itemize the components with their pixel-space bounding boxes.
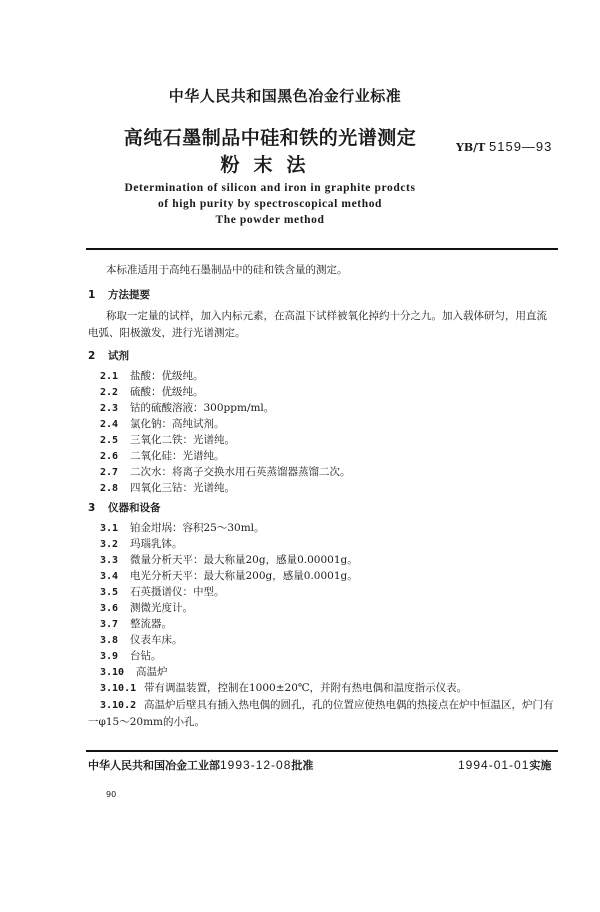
item-text: 整流器。 [130, 618, 172, 630]
item-text: 电光分析天平：最大称量200g，感量0.0001g。 [130, 570, 358, 582]
document-title-en-line-3: The powder method [215, 214, 325, 226]
document-title-en-line-1: Determination of silicon and iron in graphite prodcts [124, 182, 416, 194]
section-title: 方法提要 [108, 289, 150, 301]
list-item [100, 448, 225, 463]
approval-line [88, 757, 313, 773]
item-text: 四氧化三钴：光谱纯。 [130, 482, 235, 494]
item-number: 3.2 [100, 539, 119, 550]
item-number: 2.1 [100, 371, 119, 382]
standard-code-prefix: YB/T [456, 141, 486, 154]
item-number: 2.5 [100, 435, 119, 446]
item-text: 玛瑙乳钵。 [130, 538, 183, 550]
header-divider [86, 248, 558, 250]
effective-line [458, 757, 551, 773]
item-number: 3.5 [100, 587, 119, 598]
item-number: 2.3 [100, 403, 119, 414]
item-number: 3.8 [100, 635, 119, 646]
item-text: 高温炉 [136, 666, 168, 678]
item-number: 3.10.2 [100, 700, 137, 711]
item-text: 硫酸：优级纯。 [130, 386, 204, 398]
item-number: 3.6 [100, 603, 119, 614]
item-number: 2.2 [100, 387, 119, 398]
item-number: 3.10 [100, 667, 125, 678]
list-item [100, 416, 225, 431]
item-number: 2.8 [100, 483, 119, 494]
item-text: 仪表车床。 [130, 634, 183, 646]
approval-label: 批准 [291, 759, 314, 772]
section-number: 1 [88, 289, 96, 301]
item-number: 3.4 [100, 571, 119, 582]
footer-divider [86, 750, 558, 752]
section-1-paragraph-line-2: 电弧、阳极激发，进行光谱测定。 [88, 327, 246, 339]
standard-code [456, 139, 552, 154]
item-text: 带有调温装置，控制在1000±20℃，并附有热电偶和温度指示仪表。 [144, 682, 468, 694]
item-text: 二次水：将离子交换水用石英蒸馏器蒸馏二次。 [130, 466, 351, 478]
standard-code-number: 5159—93 [489, 139, 553, 154]
section-3-heading [88, 500, 161, 515]
item-text: 三氧化二铁：光谱纯。 [130, 434, 235, 446]
section-title: 试剂 [108, 350, 129, 362]
list-item [100, 568, 358, 583]
item-number: 3.9 [100, 651, 119, 662]
list-item [100, 664, 168, 679]
item-text: 二氧化硅：光谱纯。 [130, 450, 225, 462]
effective-date: 1994-01-01 [458, 758, 530, 772]
item-text: 氯化钠：高纯试剂。 [130, 418, 225, 430]
item-number: 3.10.1 [100, 683, 137, 694]
document-title-en-line-2: of high purity by spectroscopical method [157, 198, 383, 210]
section-number: 2 [88, 350, 96, 362]
list-item [100, 600, 193, 615]
section-1-paragraph-line-1: 称取一定量的试样，加入内标元素，在高温下试样被氧化掉约十分之九。加入载体研匀，用直流 [106, 310, 547, 322]
list-item [100, 368, 204, 383]
item-number: 2.7 [100, 467, 119, 478]
page-number: 90 [106, 790, 117, 799]
list-item [100, 584, 225, 599]
item-number: 3.7 [100, 619, 119, 630]
section-title: 仪器和设备 [108, 502, 161, 514]
list-item [100, 648, 162, 663]
list-item [100, 400, 274, 415]
item-number: 3.3 [100, 555, 119, 566]
item-text: 台钻。 [130, 650, 162, 662]
section-2-heading [88, 348, 129, 363]
item-text: 测微光度计。 [130, 602, 193, 614]
item-text: 钴的硫酸溶液：300ppm/ml。 [130, 402, 275, 414]
list-item [100, 464, 351, 479]
list-item [100, 536, 183, 551]
item-text: 盐酸：优级纯。 [130, 370, 204, 382]
document-title-cn: 高纯石墨制品中硅和铁的光谱测定 [123, 127, 417, 149]
item-text: 铂金坩埚：容积25～30ml。 [130, 522, 265, 534]
list-item [100, 480, 235, 495]
item-continuation: 一φ15～20mm的小孔。 [88, 716, 205, 728]
section-number: 3 [88, 502, 96, 514]
section-1-heading [88, 287, 150, 302]
list-item [100, 552, 358, 567]
item-text: 高温炉后壁具有插入热电偶的圆孔，孔的位置应使热电偶的热接点在炉中恒温区，炉门有 [144, 699, 554, 711]
item-number: 2.6 [100, 451, 119, 462]
list-item [100, 697, 554, 712]
list-item [100, 520, 265, 535]
list-item [100, 616, 172, 631]
scope-paragraph: 本标准适用于高纯石墨制品中的硅和铁含量的测定。 [106, 264, 348, 276]
list-item [100, 384, 204, 399]
item-text: 石英摄谱仪：中型。 [130, 586, 225, 598]
document-subtitle-cn: 粉末法 [220, 154, 320, 176]
approval-organization: 中华人民共和国冶金工业部 [88, 759, 220, 772]
effective-label: 实施 [529, 759, 552, 772]
item-number: 3.1 [100, 523, 119, 534]
list-item [100, 680, 467, 695]
item-text: 微量分析天平：最大称量20g，感量0.00001g。 [130, 554, 358, 566]
list-item [100, 632, 183, 647]
approval-date: 1993-12-08 [220, 758, 292, 772]
list-item [100, 432, 235, 447]
item-number: 2.4 [100, 419, 119, 430]
issuing-organization: 中华人民共和国黑色冶金行业标准 [168, 87, 402, 105]
